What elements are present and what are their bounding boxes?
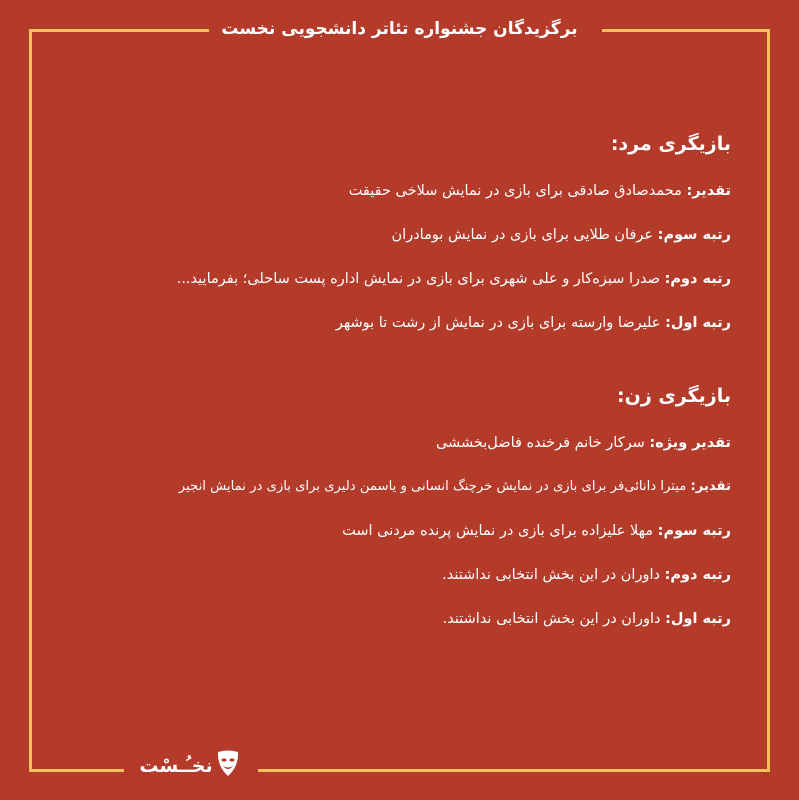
award-label: رتبه دوم:: [664, 271, 731, 287]
awards-content: [68, 130, 731, 652]
page-title-text: برگزیدگان جشنواره تئاتر دانشجویی نخست: [209, 19, 589, 39]
award-label: رتبه دوم:: [664, 567, 731, 583]
award-entry: [68, 520, 731, 542]
award-entry: [68, 608, 731, 630]
frame-right: [767, 29, 770, 772]
award-text: محمدصادق صادقی برای بازی در نمایش سلاخی حقیقت: [348, 183, 682, 199]
section-female-acting: [68, 382, 731, 630]
award-entry: [68, 564, 731, 586]
award-text: داوران در این بخش انتخابی نداشتند.: [442, 611, 661, 627]
section-male-acting: [68, 130, 731, 334]
logo-text: نخـُـسْت: [139, 755, 213, 777]
award-label: تقدیر:: [690, 479, 731, 494]
award-text: میترا دانائی‌فر برای بازی در نمایش خرچنگ انسانی و یاسمن دلیری برای بازی در نمایش انجیر: [178, 479, 687, 494]
award-entry: [68, 432, 731, 454]
frame-bottom-left: [29, 769, 129, 772]
award-label: تقدیر ویژه:: [649, 435, 731, 451]
award-entry: [68, 268, 731, 290]
award-label: رتبه سوم:: [657, 523, 731, 539]
award-text: عرفان طلایی برای بازی در نمایش بومادران: [391, 227, 654, 243]
award-text: مهلا علیزاده برای بازی در نمایش پرنده مردنی است: [342, 523, 654, 539]
award-label: رتبه اول:: [665, 315, 731, 331]
frame-left: [29, 29, 32, 772]
award-entry: [68, 180, 731, 202]
section-heading: بازیگری زن:: [617, 385, 731, 407]
award-label: تقدیر:: [686, 183, 731, 199]
award-label: رتبه اول:: [665, 611, 731, 627]
award-text: علیرضا وارسته برای بازی در نمایش از رشت تا بوشهر: [335, 315, 661, 331]
logo: [124, 742, 258, 790]
award-text: صدرا سبزه‌کار و علی شهری برای بازی در نمایش اداره پست ساحلی؛ بفرمایید...: [176, 271, 660, 287]
section-heading: بازیگری مرد:: [610, 133, 731, 155]
page-title: [0, 14, 799, 44]
award-entry: [68, 476, 731, 498]
award-text: داوران در این بخش انتخابی نداشتند.: [442, 567, 660, 583]
theater-mask-icon: [215, 749, 241, 783]
award-entry: [68, 224, 731, 246]
award-label: رتبه سوم:: [657, 227, 731, 243]
frame-bottom-right: [255, 769, 770, 772]
award-entry: [68, 312, 731, 334]
award-text: سرکار خانم فرخنده فاضل‌بخششی: [435, 435, 645, 451]
